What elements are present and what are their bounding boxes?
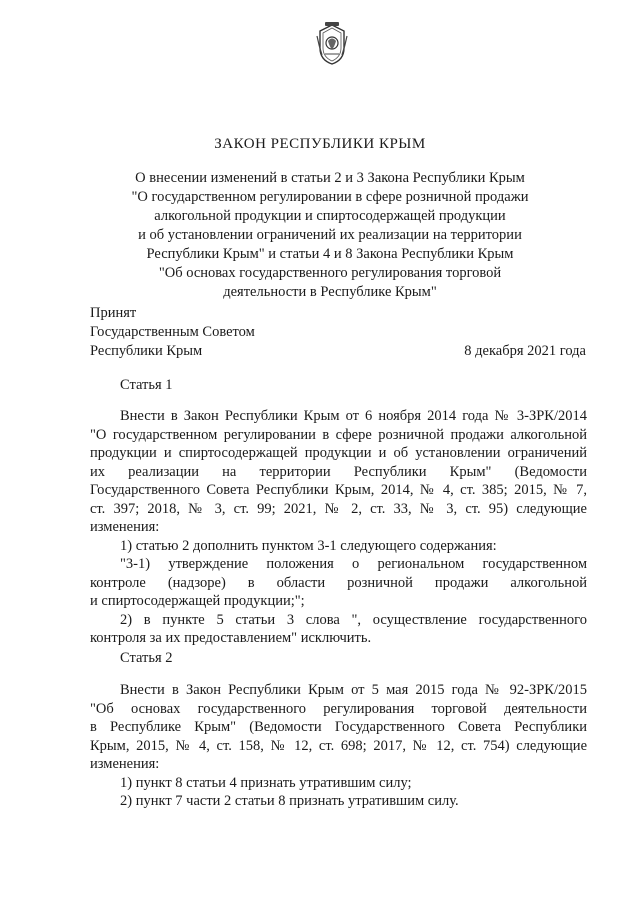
- body-line: "Об основах государственного регулирования торговой деятельности: [90, 700, 587, 717]
- amendment-item: контроля за их предоставлением" исключить.: [90, 630, 372, 646]
- body-line: изменения:: [90, 756, 160, 772]
- adoption-block: [90, 304, 600, 361]
- article-1-heading: Статья 1: [120, 377, 173, 393]
- body-line: их реализации на территории Республики Крым" (Ведомости: [90, 463, 587, 480]
- body-line: изменения:: [90, 519, 160, 535]
- article-2-body: [90, 681, 587, 811]
- subject-line: и об установлении ограничений их реализации на территории: [138, 227, 522, 243]
- subject-line: "Об основах государственного регулирования торговой: [158, 265, 502, 281]
- amendment-item: "3-1) утверждение положения о региональном государственном: [120, 556, 587, 572]
- body-line: "О государственном регулировании в сфере розничной продажи алкогольной: [90, 426, 587, 443]
- amendment-item: контроле (надзоре) в области розничной продажи алкогольной: [90, 574, 587, 591]
- subject-line: деятельности в Республике Крым": [223, 284, 437, 300]
- amendment-item: и спиртосодержащей продукции;";: [90, 593, 305, 609]
- adopted-line: Принят: [90, 305, 137, 321]
- subject-line: Республики Крым" и статьи 4 и 8 Закона Республики Крым: [146, 246, 514, 262]
- adopted-line: Государственным Советом: [90, 324, 255, 340]
- article-1-body: [90, 407, 587, 648]
- amendment-item: 2) пункт 7 части 2 статьи 8 признать утратившим силу.: [120, 793, 459, 809]
- subject-line: "О государственном регулировании в сфере розничной продажи: [131, 189, 529, 205]
- amendment-item: 2) в пункте 5 статьи 3 слова ", осуществление государственного: [120, 611, 587, 628]
- adopted-line: Республики Крым: [90, 343, 203, 359]
- law-title: ЗАКОН РЕСПУБЛИКИ КРЫМ: [214, 136, 426, 152]
- body-line: ст. 397; 2018, № 3, ст. 99; 2021, № 2, ст. 33, № 3, ст. 95) следующие: [90, 500, 587, 517]
- amendment-item: 1) статью 2 дополнить пунктом 3-1 следующего содержания:: [120, 537, 497, 554]
- body-line: Внести в Закон Республики Крым от 5 мая 2015 года № 92-ЗРК/2015: [120, 682, 587, 698]
- crimea-coat-of-arms-icon: [316, 22, 348, 66]
- body-line: продукции и спиртосодержащей продукции и об установлении ограничений: [90, 445, 587, 461]
- article-2-heading: Статья 2: [120, 650, 173, 666]
- subject-line: О внесении изменений в статьи 2 и 3 Закона Республики Крым: [135, 170, 525, 186]
- body-line: Внести в Закон Республики Крым от 6 ноября 2014 года № 3-ЗРК/2014: [120, 408, 587, 424]
- adoption-date: 8 декабря 2021 года: [464, 343, 586, 359]
- law-subject: [90, 169, 570, 302]
- subject-line: алкогольной продукции и спиртосодержащей продукции: [154, 208, 506, 224]
- body-line: Крым, 2015, № 4, ст. 158, № 12, ст. 698; 2017, № 12, ст. 754) следующие: [90, 737, 587, 754]
- body-line: Государственного Совета Республики Крым, 2014, № 4, ст. 385; 2015, № 7,: [90, 482, 587, 498]
- amendment-item: 1) пункт 8 статьи 4 признать утратившим силу;: [120, 774, 412, 791]
- body-line: в Республике Крым" (Ведомости Государственного Совета Республики: [90, 719, 587, 735]
